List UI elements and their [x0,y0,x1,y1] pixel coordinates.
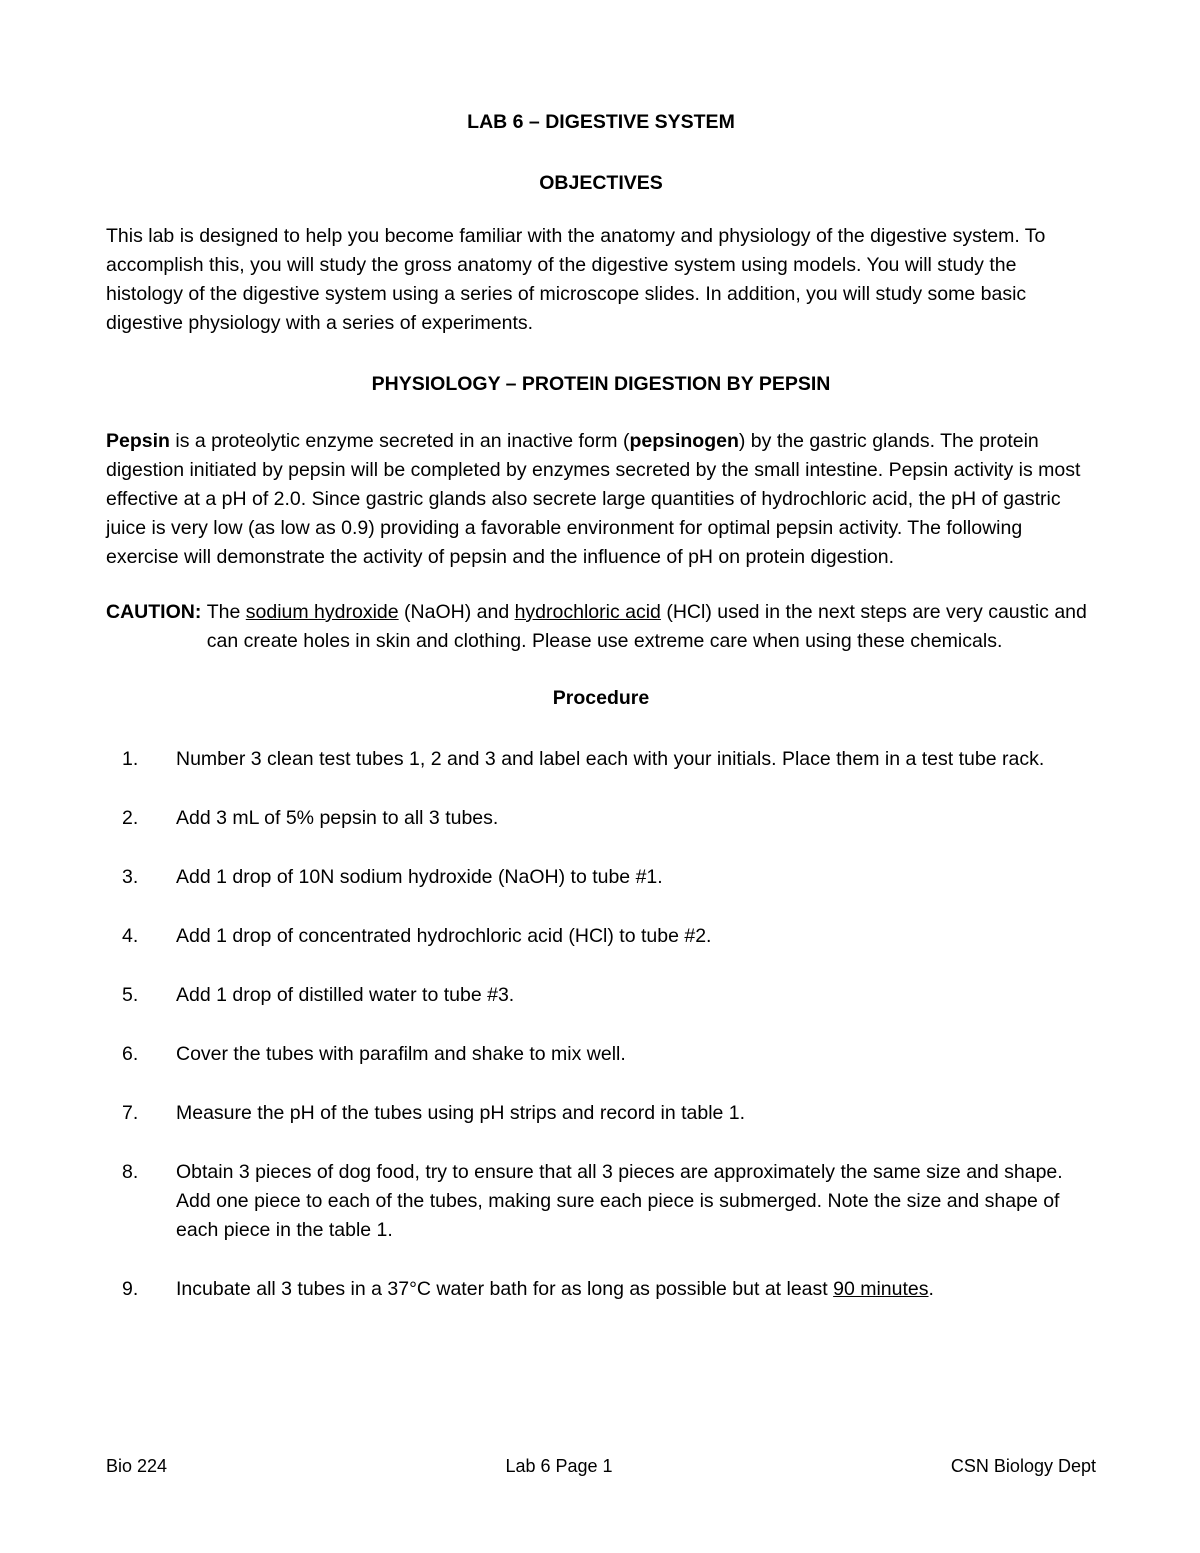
caution-text-3: (HCl) used in the next steps are very caustic and can create holes in skin and clothing. Please use extreme care when using these chemicals. [206,601,1087,652]
caution-text-2: (NaOH) and [398,601,515,623]
step-text: Number 3 clean test tubes 1, 2 and 3 and label each with your initials. Place them in a test tube rack. [176,748,1045,770]
step-number: 4. [122,925,139,947]
step-number: 6. [122,1043,139,1065]
physiology-heading: PHYSIOLOGY – PROTEIN DIGESTION BY PEPSIN [371,373,831,395]
pepsin-text-1: is a proteolytic enzyme secreted in an inactive form ( [169,430,630,452]
step-text: Measure the pH of the tubes using pH strips and record in table 1. [176,1102,746,1124]
procedure-heading: Procedure [552,687,650,709]
step-text: Add 3 mL of 5% pepsin to all 3 tubes. [176,807,499,829]
procedure-step [106,863,1096,892]
step-number: 1. [122,748,139,770]
step-number: 3. [122,866,139,888]
caution-text-1: The [206,601,246,623]
caution-label: CAUTION: [106,601,207,623]
incubation-duration: 90 minutes [833,1278,929,1300]
pepsin-paragraph [106,427,1096,572]
step-text [176,1275,1096,1304]
step-number: 5. [122,984,139,1006]
caution-text [207,598,1096,656]
procedure-list [106,745,1096,1304]
procedure-step [106,745,1096,774]
procedure-step [106,1158,1096,1245]
step-number: 9. [122,1278,139,1300]
hydrochloric-acid-term: hydrochloric acid [514,601,661,623]
procedure-step [106,1275,1096,1304]
page-footer [106,1456,1096,1477]
step-text-part-1: Incubate all 3 tubes in a 37°C water bath for as long as possible but at least [176,1278,834,1300]
footer-department: CSN Biology Dept [950,1456,1096,1476]
step-text-part-2: . [928,1278,934,1300]
step-text: Cover the tubes with parafilm and shake to mix well. [176,1043,626,1065]
footer-page-number: Lab 6 Page 1 [505,1456,613,1476]
step-text: Add 1 drop of 10N sodium hydroxide (NaOH) to tube #1. [176,866,663,888]
step-text: Add 1 drop of distilled water to tube #3. [176,984,515,1006]
pepsin-text-2: ) by the gastric glands. The protein digestion initiated by pepsin will be completed by enzymes secreted by the small intestine. Pepsin activity is most effective at a pH of 2.0. Since gastric glands also secrete large quantities of hydrochloric acid, the pH of gastric juice is very low (as low as 0.9) providing a favorable environment for optimal pepsin activity. The following exercise will demonstrate the activity of pepsin and the influence of pH on protein digestion. [106,430,1081,568]
caution-block [106,598,1096,656]
page-content [106,108,1096,1334]
sodium-hydroxide-term: sodium hydroxide [245,601,399,623]
procedure-step [106,804,1096,833]
pepsinogen-term: pepsinogen [629,430,739,452]
step-number: 7. [122,1102,139,1124]
footer-course: Bio 224 [106,1456,168,1476]
objectives-heading: OBJECTIVES [539,172,663,194]
procedure-step [106,981,1096,1010]
step-text: Obtain 3 pieces of dog food, try to ensure that all 3 pieces are approximately the same size and shape. Add one piece to each of the tubes, making sure each piece is submerged. Note the size and shape of each piece in the table 1. [176,1161,1063,1241]
procedure-step [106,922,1096,951]
step-number: 8. [122,1161,139,1183]
lab-title: LAB 6 – DIGESTIVE SYSTEM [467,111,735,133]
objectives-paragraph: This lab is designed to help you become familiar with the anatomy and physiology of the digestive system. To accomplish this, you will study the gross anatomy of the digestive system using models. You will study the histology of the digestive system using a series of microscope slides. In addition, you will study some basic digestive physiology with a series of experiments. [106,225,1046,334]
pepsin-term: Pepsin [106,430,170,452]
step-text: Add 1 drop of concentrated hydrochloric acid (HCl) to tube #2. [176,925,712,947]
procedure-step [106,1040,1096,1069]
procedure-step [106,1099,1096,1128]
step-number: 2. [122,807,139,829]
